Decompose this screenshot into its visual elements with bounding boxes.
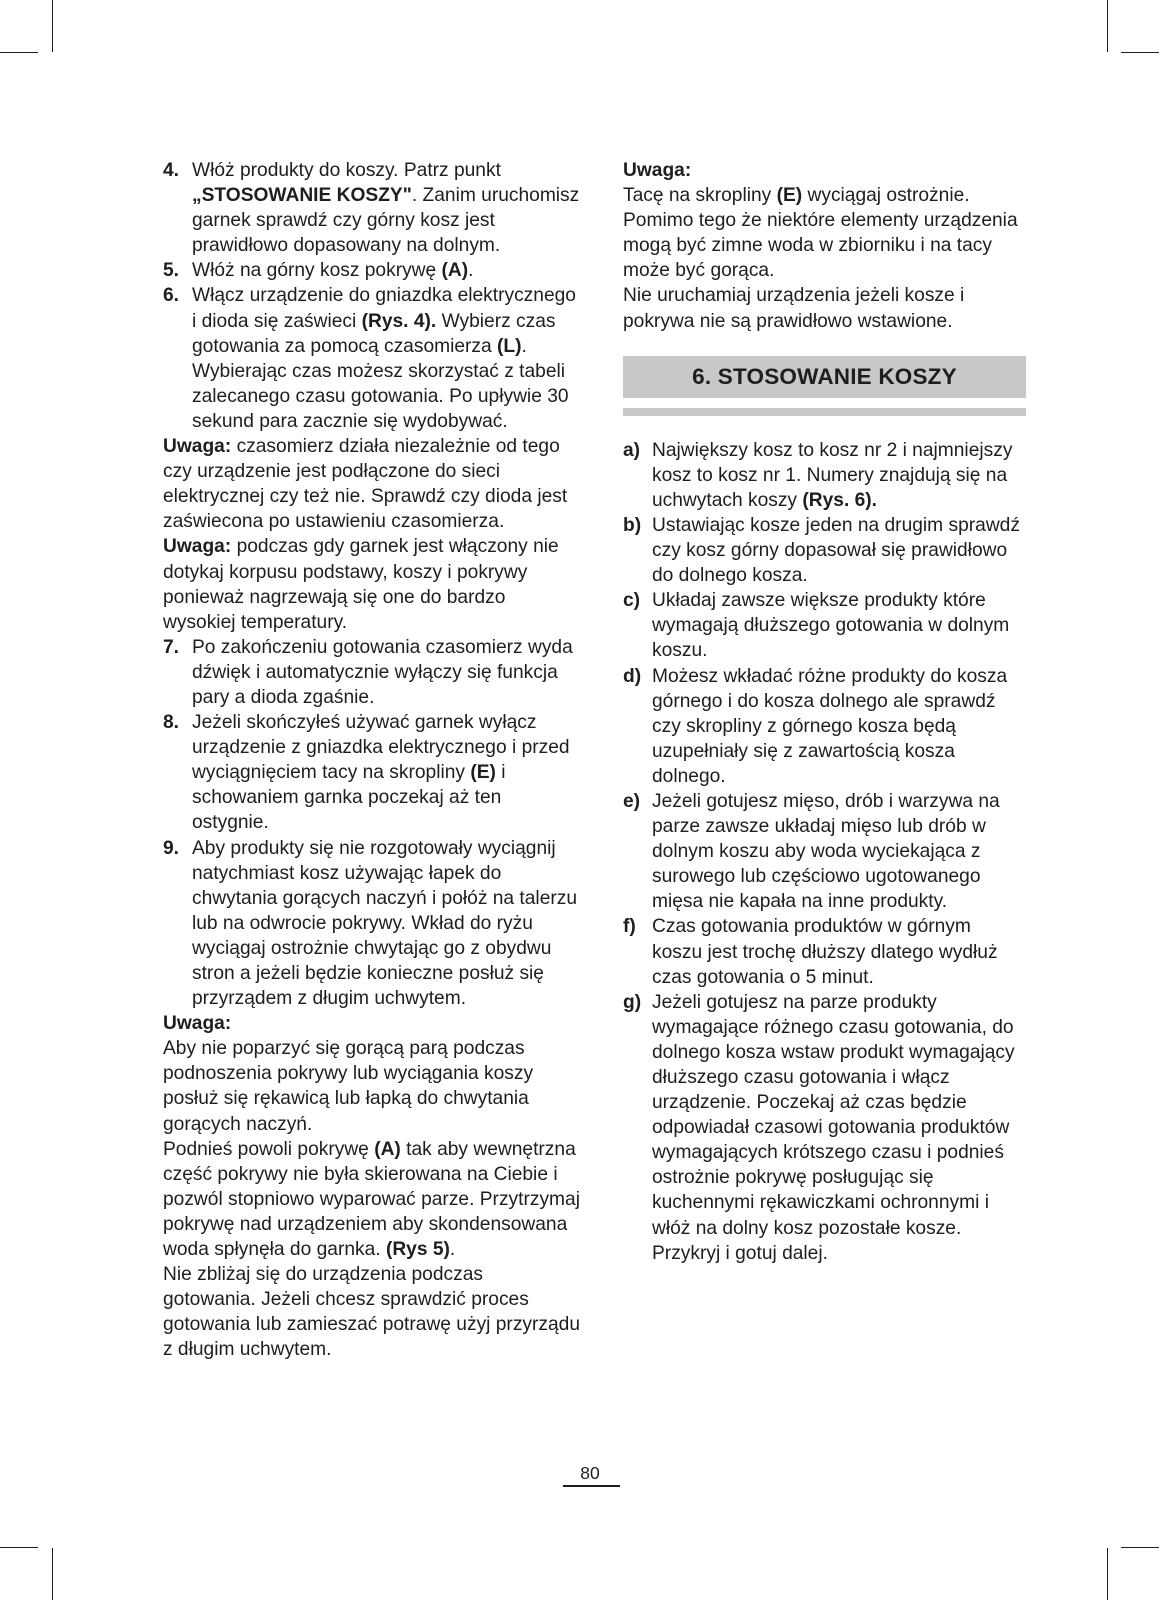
bold-text: (A) — [374, 1138, 401, 1160]
crop-mark-top-left-v — [52, 0, 53, 52]
list-item-text — [652, 914, 1026, 989]
paragraph — [623, 283, 1026, 333]
list-item-text — [652, 664, 1026, 789]
text-run: Nie zbliżaj się do urządzenia podczas gotowania. Jeżeli chcesz sprawdzić proces gotowania lub zamieszać potrawę użyj przyrządu z długim uchwytem. — [163, 1264, 581, 1361]
text-run: Jeżeli skończyłeś używać garnek wyłącz urządzenie z gniazdka elektrycznego i przed wyciągnięciem tacy na skropliny — [192, 712, 570, 784]
paragraph — [163, 1137, 581, 1262]
note-block — [623, 158, 1026, 334]
list-item-text — [192, 158, 581, 258]
text-run: Włącz urządzenie do gniazdka elektrycznego i dioda się zaświeci — [192, 285, 576, 332]
bold-text: Uwaga: — [163, 436, 232, 458]
text-run: Największy kosz to kosz nr 2 i najmniejszy kosz to kosz nr 1. Numery znajdują się na uchwytach koszy — [652, 439, 1013, 511]
bold-text: (L) — [497, 335, 522, 357]
text-run: Czas gotowania produktów w górnym koszu jest trochę dłuższy dlatego wydłuż czas gotowania o 5 minut. — [652, 916, 998, 988]
list-marker: e) — [623, 790, 641, 812]
text-run: Możesz wkładać różne produkty do kosza górnego i do kosza dolnego ale sprawdź czy skropliny z górnego kosza będą uzupełniały się z zawartością kosza dolnego. — [652, 665, 1008, 787]
list-marker: 8. — [163, 712, 180, 734]
list-item-text — [652, 438, 1026, 513]
list-marker: b) — [623, 514, 642, 536]
text-run: Aby nie poparzyć się gorącą parą podczas podnoszenia pokrywy lub wyciągania koszy posłuż się rękawicą lub łapką do chwytania gorących naczyń. — [163, 1038, 534, 1135]
crop-mark-top-right-v — [1107, 0, 1108, 52]
list-marker: 9. — [163, 837, 180, 859]
right-column — [623, 158, 1026, 1266]
bold-text: (E) — [776, 185, 803, 207]
list-item — [163, 158, 581, 258]
list-marker: a) — [623, 439, 641, 461]
page-number: 80 — [580, 1463, 600, 1483]
list-item-text — [652, 990, 1026, 1266]
text-run: Jeżeli gotujesz na parze produkty wymagające różnego czasu gotowania, do dolnego kosza wstaw produkt wymagający dłuższego czasu gotowania i włącz urządzenie. Poczekaj aż czas będzie odpowiadał czasowi gotowania produktów wymagających krótszego czasu i podnieś ostrożnie pokrywę posługując się kuchennymi rękawiczkami ochronnymi i włóż na dolny kosz pozostałe kosze. Przykryj i gotuj dalej. — [652, 991, 1015, 1264]
text-run: Ustawiając kosze jeden na drugim sprawdź czy kosz górny dopasował się prawidłowo do dolnego kosza. — [652, 514, 1020, 587]
list-marker: 7. — [163, 636, 180, 658]
paragraph — [163, 1262, 581, 1362]
list-item — [623, 664, 1026, 789]
list-marker: 6. — [163, 285, 180, 307]
bold-text: „STOSOWANIE KOSZY" — [192, 185, 412, 207]
bold-text: Uwaga: — [623, 160, 692, 181]
list-marker: f) — [623, 916, 636, 938]
bold-text: (Rys. 4). — [361, 310, 437, 332]
left-column — [163, 158, 581, 1363]
paragraph — [163, 534, 581, 634]
list-item-text — [192, 258, 581, 283]
basket-usage-list — [623, 438, 1026, 1266]
list-item-text — [192, 283, 581, 434]
page-number-rule — [563, 1485, 620, 1487]
list-item — [623, 513, 1026, 588]
list-item — [623, 588, 1026, 663]
text-run: Aby produkty się nie rozgotowały wyciągnij natychmiast kosz używając łapek do chwytania gorących naczyń i połóż na talerzu lub na odwrocie pokrywy. Wkład do ryżu wyciągaj ostrożnie chwytając go z obydwu stron a jeżeli będzie konieczne posłuż się przyrządem z długim uchwytem. — [192, 837, 578, 1010]
list-item — [623, 789, 1026, 914]
text-run: i schowaniem garnka poczekaj aż ten ostygnie. — [192, 762, 506, 834]
list-item — [163, 710, 581, 835]
list-item-text — [652, 588, 1026, 663]
list-item — [163, 283, 581, 434]
list-marker: c) — [623, 590, 641, 612]
section-heading-box — [623, 356, 1026, 398]
text-run: Podnieś powoli pokrywę — [163, 1138, 375, 1160]
crop-mark-top-left-h — [0, 52, 38, 53]
text-run: . — [449, 1239, 456, 1261]
list-item-text — [192, 635, 581, 710]
list-marker: g) — [623, 991, 642, 1013]
bold-text: (Rys 5) — [385, 1239, 450, 1261]
text-run: Po zakończeniu gotowania czasomierz wyda dźwięk i automatycznie wyłączy się funkcja pary a dioda zgaśnie. — [192, 636, 573, 708]
list-item — [623, 438, 1026, 513]
crop-mark-bottom-left-h — [0, 1547, 38, 1548]
list-item — [163, 635, 581, 710]
crop-mark-bottom-right-h — [1121, 1547, 1159, 1548]
list-item-text — [192, 710, 581, 835]
paragraph — [623, 158, 1026, 183]
text-run: Nie uruchamiaj urządzenia jeżeli kosze i pokrywa nie są prawidłowo wstawione. — [623, 285, 965, 332]
text-run: Tacę na skropliny — [623, 185, 777, 207]
list-item-text — [192, 836, 581, 1012]
text-run: . Zanim uruchomisz garnek sprawdź czy górny kosz jest prawidłowo dopasowany na dolnym. — [192, 185, 580, 257]
text-run: Włóż na górny kosz pokrywę — [192, 260, 442, 282]
section-heading: 6. STOSOWANIE KOSZY — [692, 364, 957, 390]
text-run: tak aby wewnętrzna część pokrywy nie była skierowana na Ciebie i pozwól stopniowo wyparować parze. Przytrzymaj pokrywę nad urządzeniem aby skondensowana woda spłynęła do garnka. — [163, 1138, 580, 1261]
list-marker: 4. — [163, 160, 180, 181]
text-run: podczas gdy garnek jest włączony nie dotykaj korpusu podstawy, koszy i pokrywy ponieważ nagrzewają się one do bardzo wysokiej temperatury. — [163, 536, 559, 633]
text-run: Włóż produkty do koszy. Patrz punkt — [192, 160, 501, 181]
text-run: Wybierz czas gotowania za pomocą czasomierza — [192, 310, 556, 357]
paragraph — [623, 183, 1026, 283]
list-item-text — [652, 513, 1026, 588]
text-run: Układaj zawsze większe produkty które wymagają dłuższego gotowania w dolnym koszu. — [652, 590, 1010, 662]
list-marker: 5. — [163, 260, 180, 282]
paragraph — [163, 434, 581, 534]
bold-text: Uwaga: — [163, 536, 232, 558]
list-item — [623, 914, 1026, 989]
list-item — [623, 990, 1026, 1266]
paragraph — [163, 1036, 581, 1136]
text-run: . Wybierając czas możesz skorzystać z tabeli zalecanego czasu gotowania. Po upływie 30 sekund para zacznie się wydobywać. — [192, 335, 569, 432]
paragraph — [163, 1011, 581, 1036]
list-item — [163, 836, 581, 1012]
bold-text: (E) — [470, 762, 496, 784]
text-run: wyciągaj ostrożnie. Pomimo tego że niektóre elementy urządzenia mogą być zimne woda w zbiorniku i na tacy może być gorąca. — [623, 185, 1018, 282]
bold-text: (Rys. 6). — [802, 489, 878, 511]
text-run: czasomierz działa niezależnie od tego czy urządzenie jest podłączone do sieci elektrycznej czy też nie. Sprawdź czy dioda jest zaświecona po ustawieniu czasomierza. — [163, 436, 568, 533]
section-heading-underline — [623, 408, 1026, 416]
list-item — [163, 258, 581, 283]
text-run: . — [468, 260, 474, 282]
text-run: Jeżeli gotujesz mięso, drób i warzywa na parze zawsze układaj mięso lub drób w dolnym koszu aby woda wyciekająca z surowego lub częściowo ugotowanego mięsa nie kapała na inne produkty. — [652, 790, 1000, 913]
crop-mark-top-right-h — [1121, 52, 1159, 53]
bold-text: Uwaga: — [163, 1013, 232, 1035]
list-item-text — [652, 789, 1026, 914]
crop-mark-bottom-right-v — [1107, 1548, 1108, 1600]
list-marker: d) — [623, 665, 642, 687]
bold-text: (A) — [441, 260, 469, 282]
crop-mark-bottom-left-v — [52, 1548, 53, 1600]
